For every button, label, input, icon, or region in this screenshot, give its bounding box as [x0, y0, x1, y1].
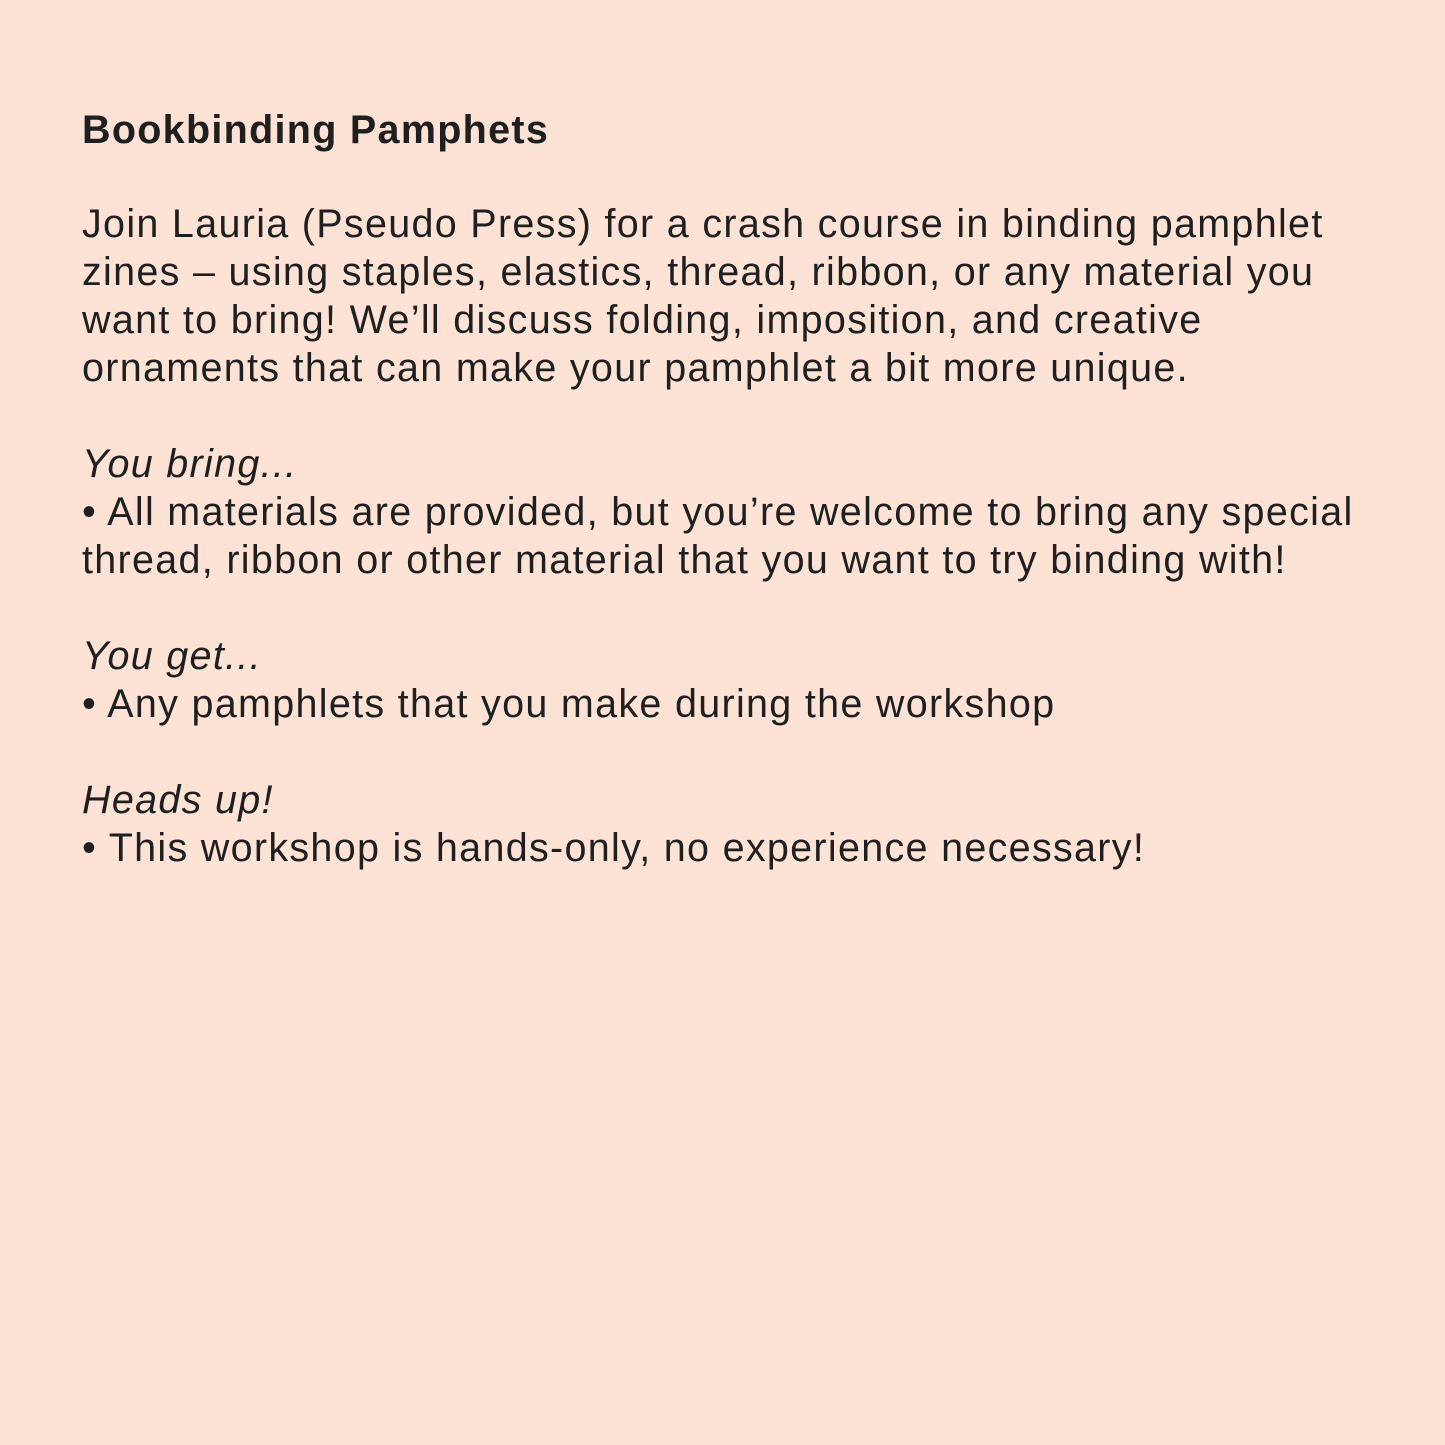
you-bring-heading: You bring... — [82, 442, 298, 486]
you-get-heading: You get... — [82, 634, 262, 678]
heads-up-heading: Heads up! — [82, 778, 274, 822]
you-bring-item: • All materials are provided, but you’re welcome to bring any special thread, ribbon or other material that you want to try binding with! — [82, 490, 1354, 582]
heads-up-item: • This workshop is hands-only, no experience necessary! — [82, 826, 1146, 870]
heads-up-section — [82, 776, 1385, 872]
page-title: Bookbinding Pamphets — [82, 108, 550, 152]
intro-paragraph: Join Lauria (Pseudo Press) for a crash course in binding pamphlet zines – using staples, elastics, thread, ribbon, or any material you want to bring! We’ll discuss folding, imposition, and creative ornaments that can make your pamphlet a bit more unique. — [82, 202, 1324, 390]
you-bring-section — [82, 440, 1385, 584]
you-get-section — [82, 632, 1385, 728]
you-get-item: • Any pamphlets that you make during the workshop — [82, 682, 1056, 726]
